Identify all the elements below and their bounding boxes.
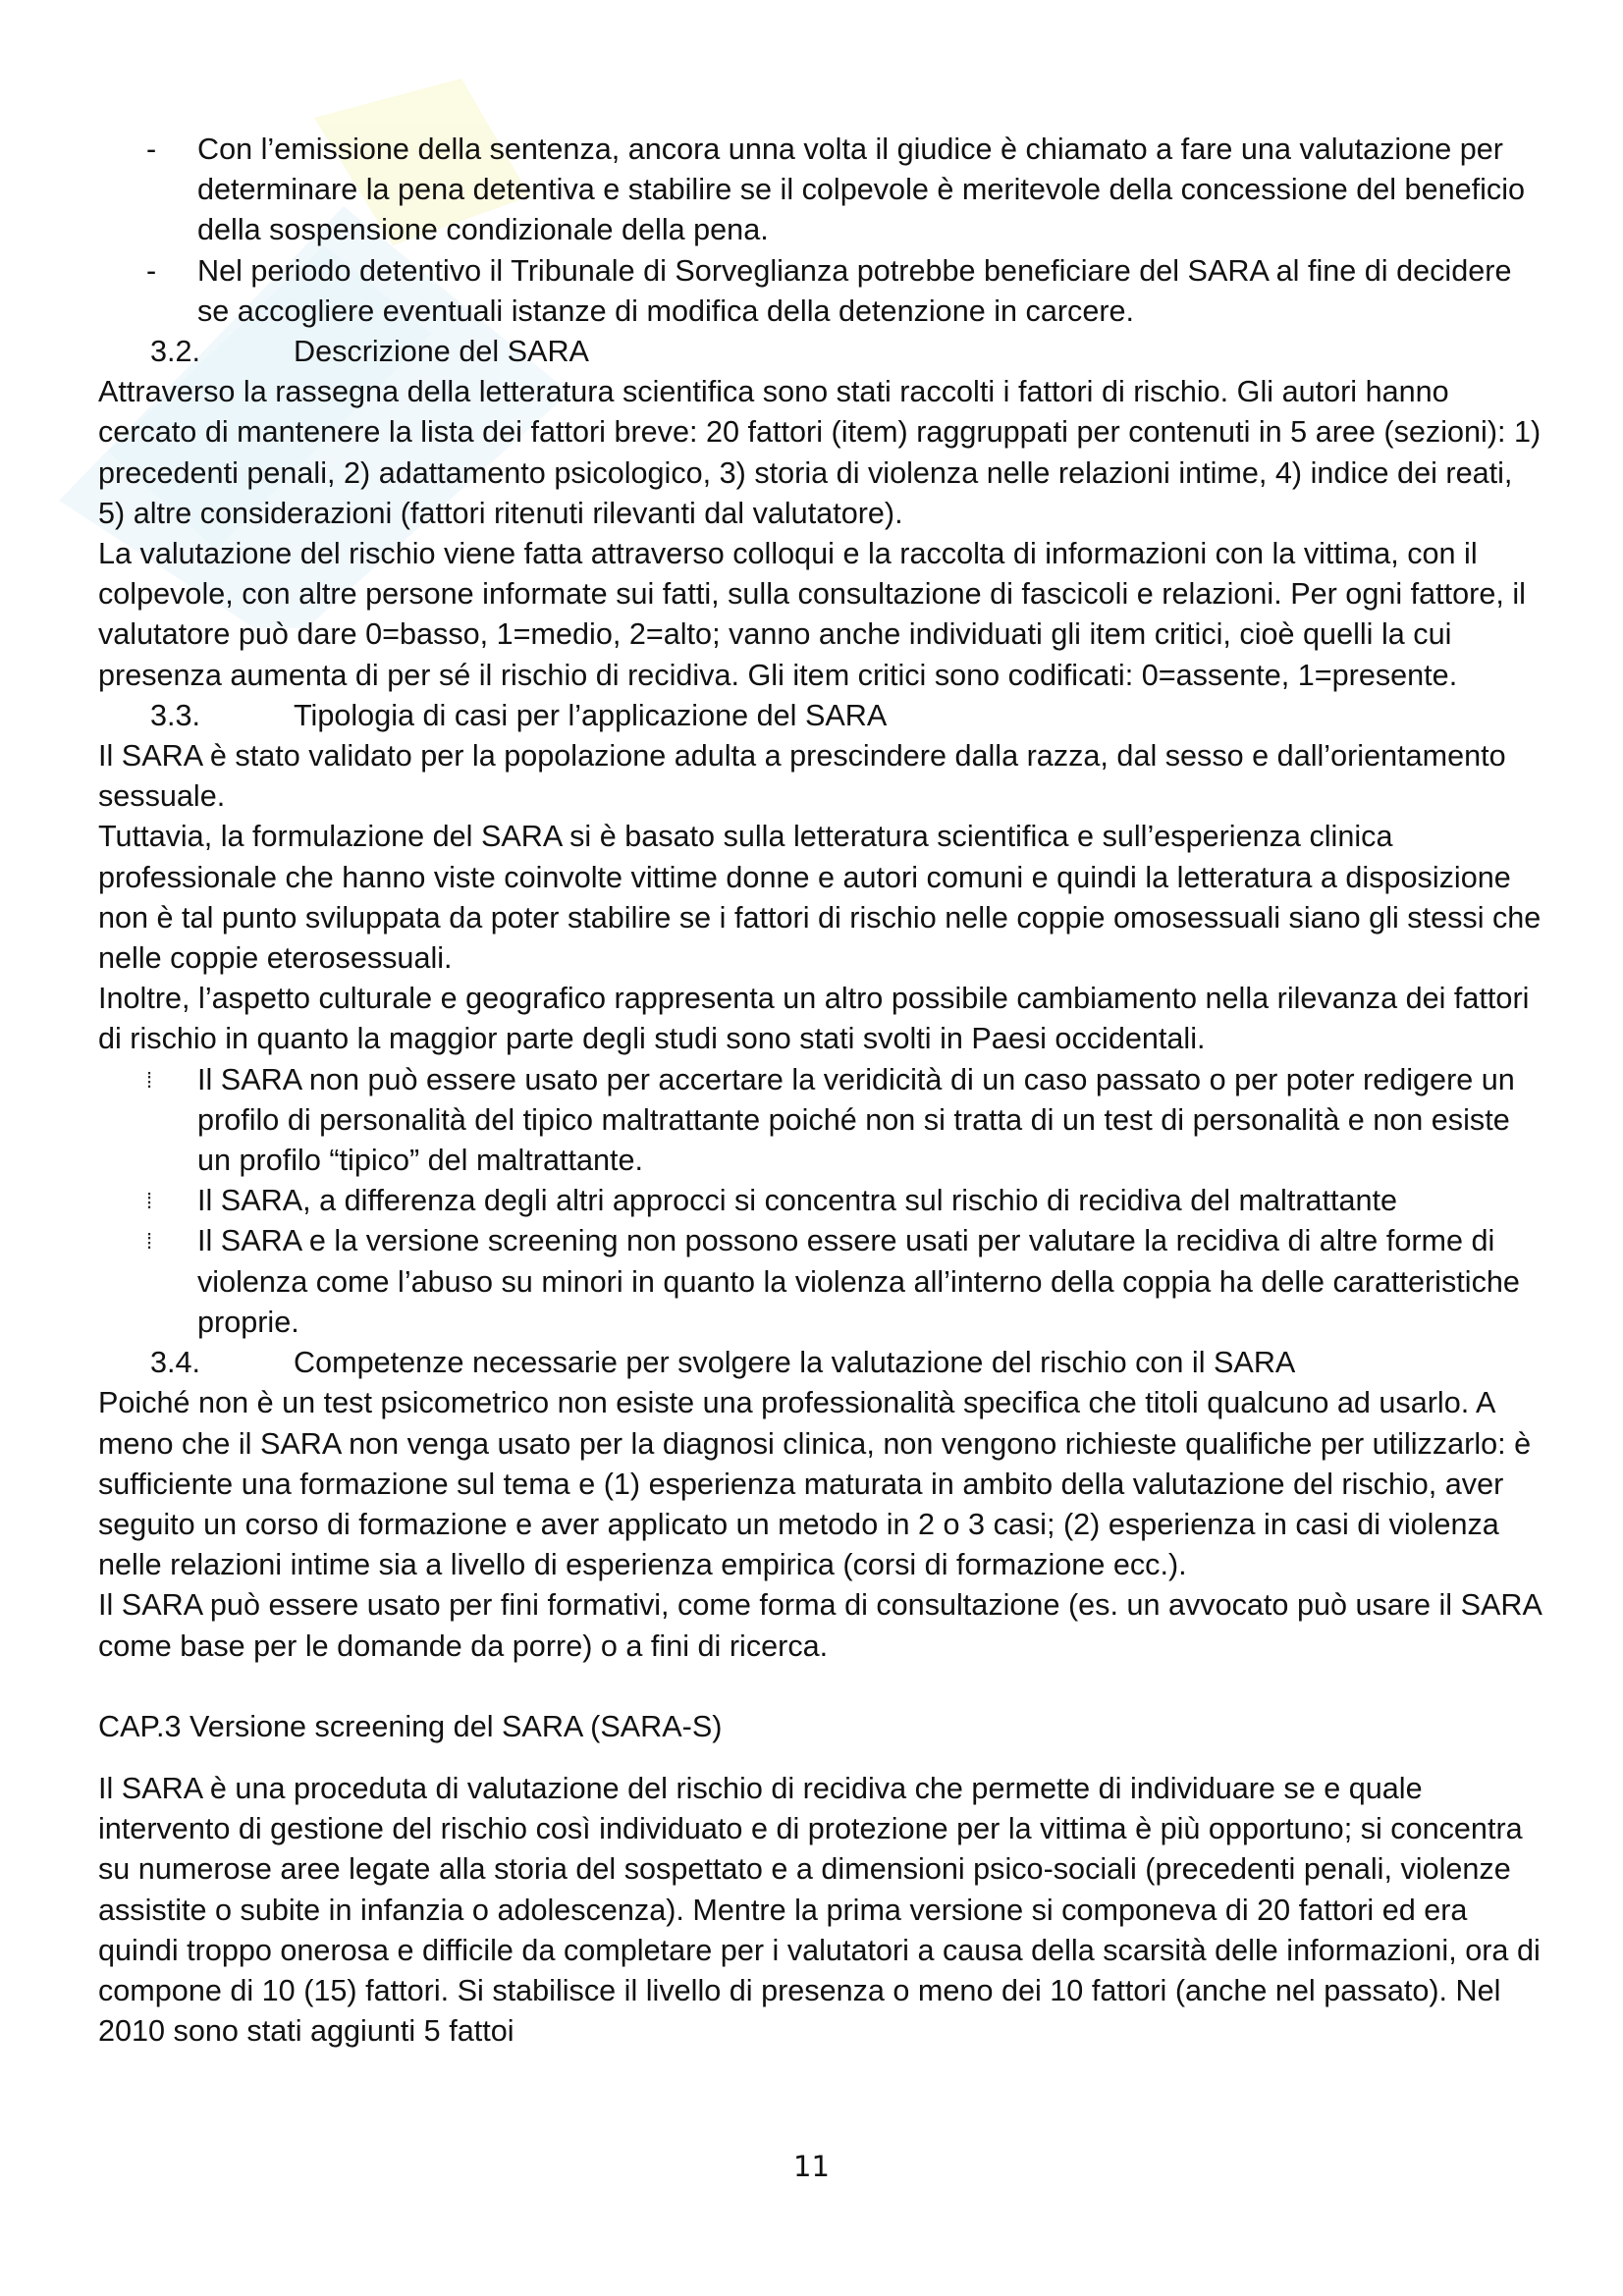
list-item: [98, 251, 1542, 332]
list-item: [98, 1181, 1542, 1221]
dash-marker: -: [146, 133, 157, 166]
list-item: [98, 130, 1542, 251]
paragraph: Il SARA è una proceduta di valutazione del rischio di recidiva che permette di individuare se e quale intervento di gestione del rischio così individuato e di protezione per la vittima è più opportuno; si concentra su numerose aree legate alla storia del sospettato e a dimensioni psico-sociali (precedenti penali, violenze assistite o subite in infanzia o adolescenza). Mentre la prima versione si componeva di 20 fattori ed era quindi troppo onerosa e difficile da completare per i valutatori a causa della scarsità delle informazioni, ora di compone di 10 (15) fattori. Si stabilisce il livello di presenza o meno dei 10 fattori (anche nel passato). Nel 2010 sono stati aggiunti 5 fattoi: [98, 1771, 1541, 2049]
section-number: 3.2.: [150, 335, 201, 369]
section-number: 3.3.: [150, 698, 201, 732]
paragraph: Il SARA è stato validato per la popolazione adulta a prescindere dalla razza, dal sesso e dall’orientamento sessuale.: [98, 739, 1506, 814]
section-title: Tipologia di casi per l’applicazione del SARA: [294, 698, 888, 732]
section-number: 3.4.: [150, 1346, 201, 1380]
paragraph: La valutazione del rischio viene fatta attraverso colloqui e la raccolta di informazioni con la vittima, con il colpevole, con altre persone informate sui fatti, sulla consultazione di fascicoli e relazioni. Per ogni fattore, il valutatore può dare 0=basso, 1=medio, 2=alto; vanno anche individuati gli item critici, cioè quelli la cui presenza aumenta di per sé il rischio di recidiva. Gli item critici sono codificati: 0=assente, 1=presente.: [98, 537, 1526, 692]
section-title: Descrizione del SARA: [294, 335, 589, 369]
bullet-marker: ⁞: [146, 1189, 151, 1214]
bullet-marker: ⁞: [146, 1229, 151, 1255]
list-item-text: Il SARA non può essere usato per accertare la veridicità di un caso passato o per poter redigere un profilo di personalità del tipico maltrattante poiché non si tratta di un test di personalità e non esiste un profilo “tipico” del maltrattante.: [197, 1062, 1515, 1178]
page-number: 11: [793, 2150, 830, 2183]
section-title: Competenze necessarie per svolgere la valutazione del rischio con il SARA: [294, 1346, 1296, 1380]
paragraph: Poiché non è un test psicometrico non esiste una professionalità specifica che titoli qualcuno ad usarlo. A meno che il SARA non venga usato per la diagnosi clinica, non vengono richieste qualifiche per utilizzarlo: è sufficiente una formazione sul tema e (1) esperienza maturata in ambito della valutazione del rischio, aver seguito un corso di formazione e aver applicato un metodo in 2 o 3 casi; (2) esperienza in casi di violenza nelle relazioni intime sia a livello di esperienza empirica (corsi di formazione ecc.).: [98, 1386, 1532, 1582]
paragraph: Tuttavia, la formulazione del SARA si è basato sulla letteratura scientifica e sull’esperienza clinica professionale che hanno viste coinvolte vittime donne e autori comuni e quindi la letteratura a disposizione non è tal punto sviluppata da poter stabilire se i fattori di rischio nelle coppie omosessuali siano gli stessi che nelle coppie eterosessuali.: [98, 820, 1542, 976]
list-item-text: Con l’emissione della sentenza, ancora unna volta il giudice è chiamato a fare una valutazione per determinare la pena detentiva e stabilire se il colpevole è meritevole della concessione del beneficio della sospensione condizionale della pena.: [197, 133, 1526, 247]
section-heading-3-4: [98, 1343, 1542, 1383]
document-page: [98, 130, 1542, 2052]
bullet-marker: ⁞: [146, 1067, 151, 1093]
section-heading-3-3: [98, 696, 1542, 736]
paragraph: Attraverso la rassegna della letteratura scientifica sono stati raccolti i fattori di rischio. Gli autori hanno cercato di mantenere la lista dei fattori breve: 20 fattori (item) raggruppati per contenuti in 5 aree (sezioni): 1) precedenti penali, 2) adattamento psicologico, 3) storia di violenza nelle relazioni intime, 4) indice dei reati, 5) altre considerazioni (fattori ritenuti rilevanti dal valutatore).: [98, 375, 1542, 530]
paragraph: Il SARA può essere usato per fini formativi, come forma di consultazione (es. un avvocato può usare il SARA come base per le domande da porre) o a fini di ricerca.: [98, 1588, 1542, 1663]
paragraph: Inoltre, l’aspetto culturale e geografico rappresenta un altro possibile cambiamento nella rilevanza dei fattori di rischio in quanto la maggior parte degli studi sono stati svolti in Paesi occidentali.: [98, 982, 1530, 1056]
list-item: [98, 1060, 1542, 1182]
list-item-text: Nel periodo detentivo il Tribunale di Sorveglianza potrebbe beneficiare del SARA al fine di decidere se accogliere eventuali istanze di modifica della detenzione in carcere.: [197, 253, 1512, 328]
list-item-text: Il SARA e la versione screening non possono essere usati per valutare la recidiva di altre forme di violenza come l’abuso su minori in quanto la violenza all’interno della coppia ha delle caratteristiche proprie.: [197, 1224, 1520, 1339]
dash-marker: -: [146, 253, 157, 288]
list-item-text: Il SARA, a differenza degli altri approcci si concentra sul rischio di recidiva del maltrattante: [197, 1184, 1398, 1218]
list-item: [98, 1221, 1542, 1343]
chapter-title: CAP.3 Versione screening del SARA (SARA-S): [98, 1709, 723, 1743]
section-heading-3-2: [98, 332, 1542, 372]
